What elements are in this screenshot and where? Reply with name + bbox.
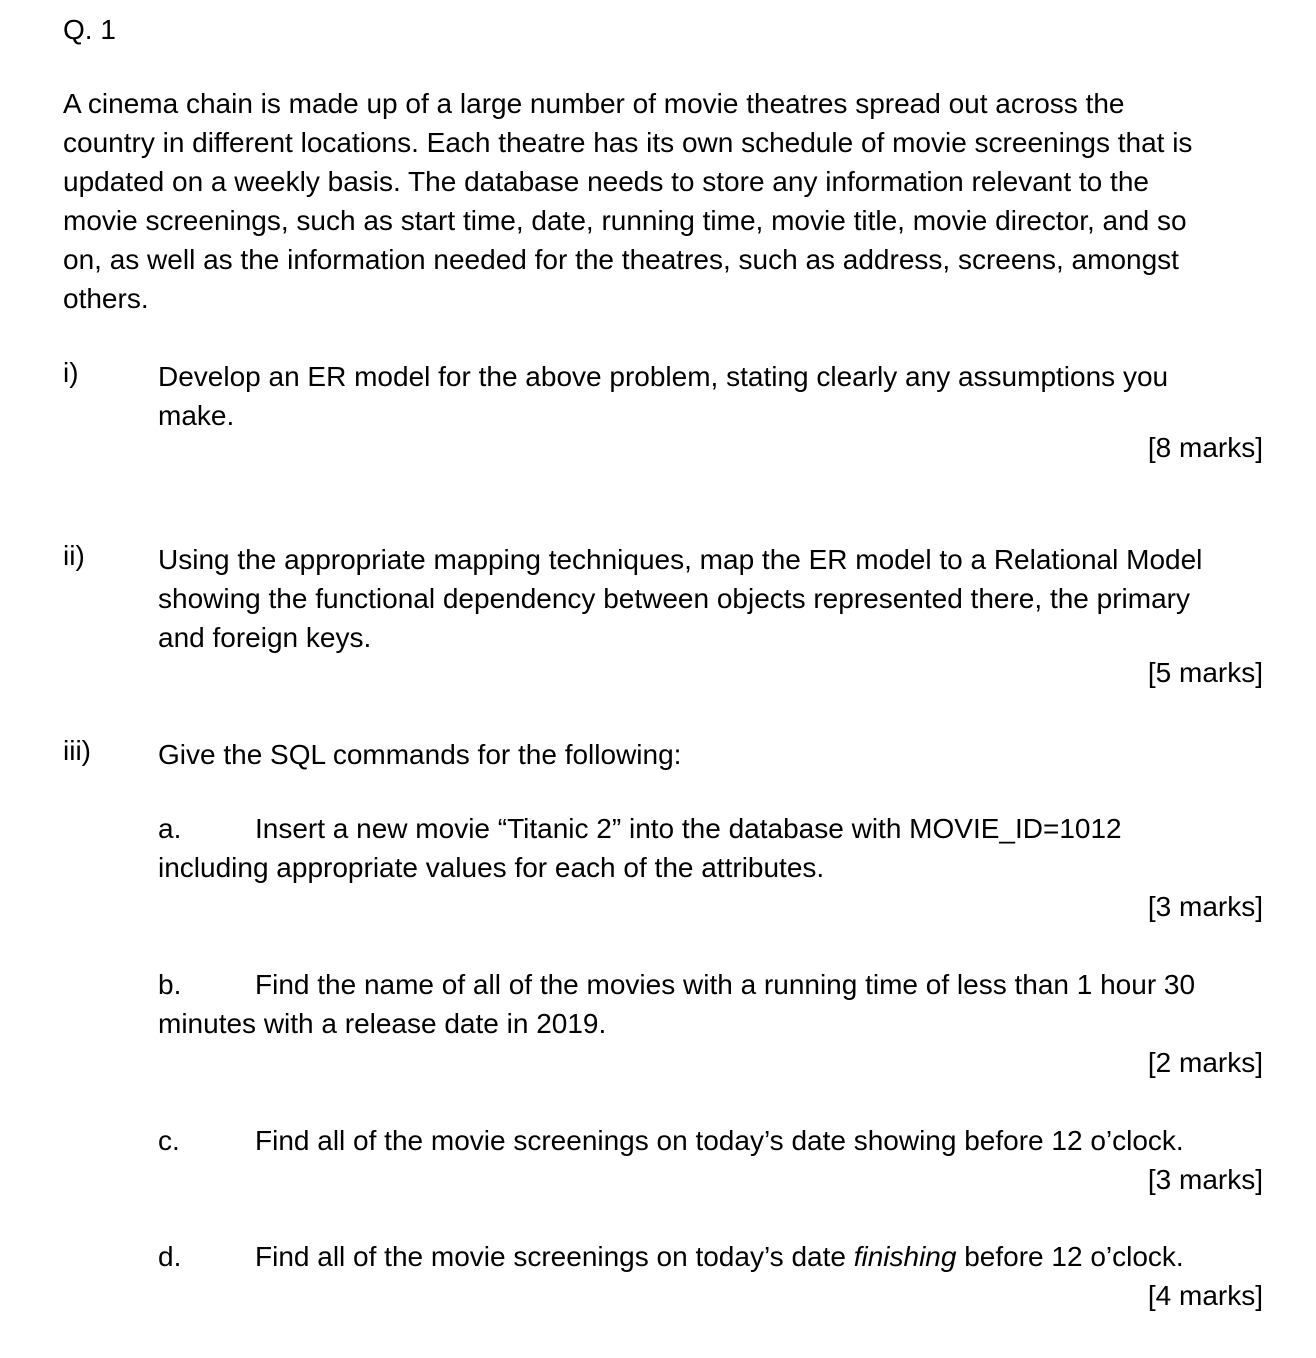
- sub-part-c-letter: c.: [158, 1125, 180, 1156]
- part-ii-line: Using the appropriate mapping techniques, map the ER model to a Relational Model: [158, 544, 1203, 575]
- sub-part-b-line-2: minutes with a release date in 2019.: [158, 1008, 607, 1039]
- part-i-label: i): [63, 357, 79, 388]
- sub-part-a-line-2: including appropriate values for each of the attributes.: [158, 852, 825, 883]
- part-ii-text: [158, 540, 1202, 657]
- sub-part-b-marks: [2 marks]: [1147, 1047, 1263, 1078]
- intro-line: others.: [63, 283, 149, 314]
- sub-part-d-text-before: Find all of the movie screenings on today’s date: [255, 1241, 854, 1272]
- sub-part-b-letter: b.: [158, 969, 182, 1000]
- sub-part-a-line-1: Insert a new movie “Titanic 2” into the database with MOVIE_ID=1012: [255, 813, 1122, 844]
- part-i-line: make.: [158, 400, 235, 431]
- sub-part-a-marks: [3 marks]: [1147, 891, 1263, 922]
- intro-line: movie screenings, such as start time, date, running time, movie title, movie director, and so: [63, 205, 1187, 236]
- part-iii-text: [158, 735, 681, 774]
- part-ii-line: and foreign keys.: [158, 622, 372, 653]
- part-iii-label: iii): [63, 735, 91, 766]
- part-i-text: [158, 357, 1168, 435]
- question-number: Q. 1: [63, 14, 116, 45]
- intro-line: A cinema chain is made up of a large number of movie theatres spread out across the: [63, 88, 1125, 119]
- part-iii-line: Give the SQL commands for the following:: [158, 739, 682, 770]
- intro-line: on, as well as the information needed for the theatres, such as address, screens, amongst: [63, 244, 1179, 275]
- sub-part-a-letter: a.: [158, 813, 182, 844]
- sub-part-c-line-1: Find all of the movie screenings on today’s date showing before 12 o’clock.: [255, 1125, 1184, 1156]
- sub-part-d-line-1: [255, 1241, 1184, 1273]
- question-intro: [63, 84, 1263, 318]
- part-ii-marks: [5 marks]: [1147, 657, 1263, 688]
- intro-line: country in different locations. Each theatre has its own schedule of movie screenings that is: [63, 127, 1193, 158]
- sub-part-d-text-after: before 12 o’clock.: [956, 1241, 1184, 1272]
- part-ii-label: ii): [63, 540, 85, 571]
- sub-part-c-marks: [3 marks]: [1147, 1164, 1263, 1195]
- part-ii-line: showing the functional dependency between objects represented there, the primary: [158, 583, 1190, 614]
- part-i-line: Develop an ER model for the above problem, stating clearly any assumptions you: [158, 361, 1169, 392]
- sub-part-d-marks: [4 marks]: [1147, 1280, 1263, 1311]
- sub-part-d-letter: d.: [158, 1241, 182, 1272]
- intro-line: updated on a weekly basis. The database needs to store any information relevant to the: [63, 166, 1149, 197]
- sub-part-d-emphasis: finishing: [853, 1241, 957, 1272]
- part-i-marks: [8 marks]: [1147, 432, 1263, 463]
- sub-part-b-line-1: Find the name of all of the movies with a running time of less than 1 hour 30: [255, 969, 1196, 1000]
